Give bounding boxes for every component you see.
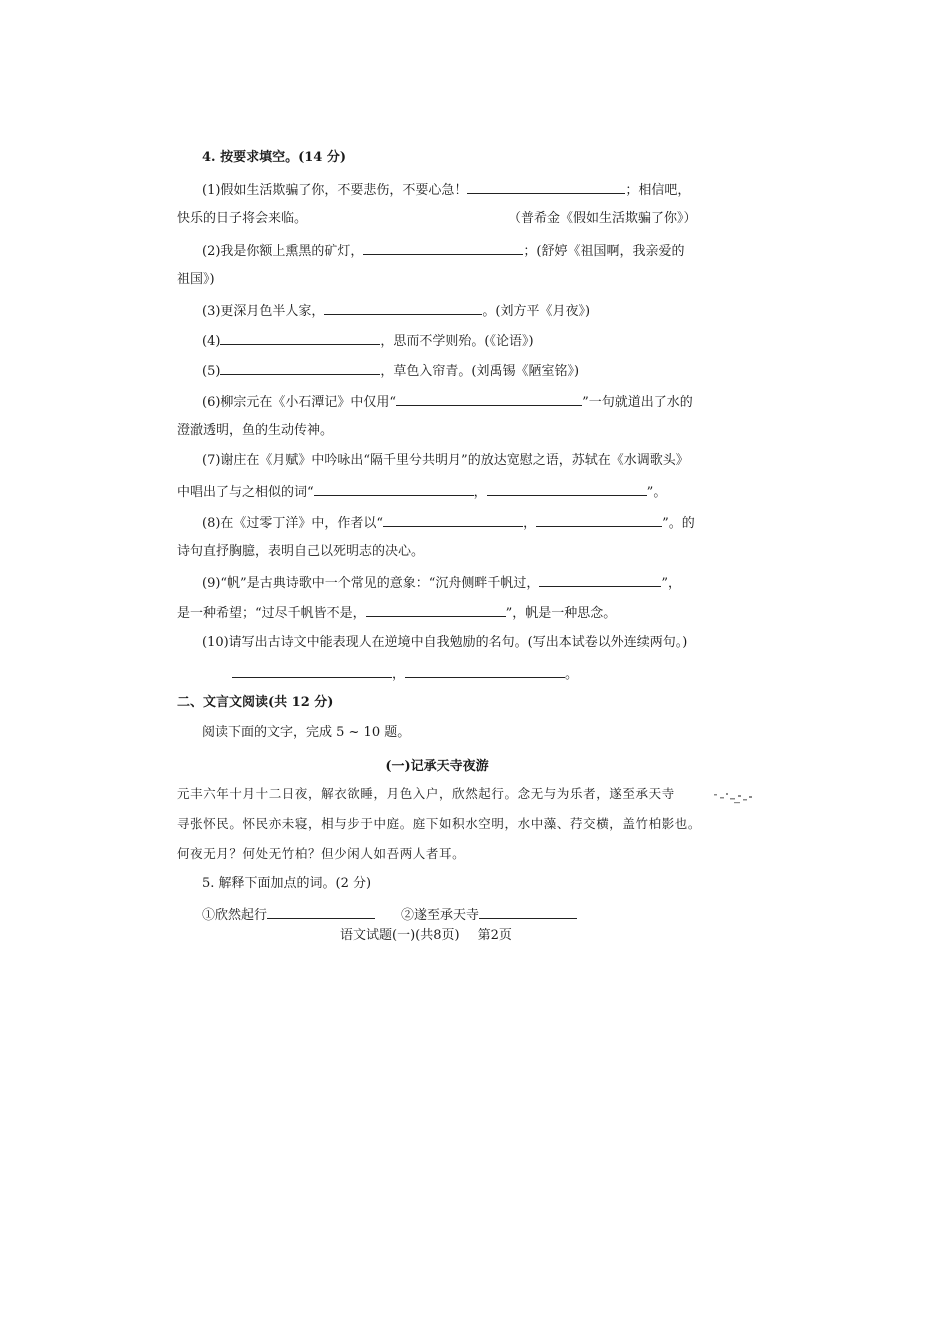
q4-item-6-text: (6)柳宗元在《小石潭记》中仅用“ [202, 395, 397, 410]
q4-item-9-cont [177, 604, 616, 622]
q4-item-9 [202, 574, 681, 592]
q4-item-9-end: ”， [661, 576, 682, 591]
q4-item-10-comma: ， [392, 667, 406, 682]
section-2-instruction: 阅读下面的文字，完成 5 ~ 10 题。 [202, 725, 411, 740]
answer-blank[interactable] [232, 665, 392, 678]
answer-blank[interactable] [396, 393, 582, 406]
q4-item-7-comma: ， [473, 485, 487, 500]
q4-item-7-text: 中唱出了与之相似的词“ [177, 485, 314, 500]
answer-blank[interactable] [536, 514, 662, 527]
page-footer [340, 928, 512, 944]
answer-blank[interactable] [267, 906, 375, 919]
q4-item-8-cont: 诗句直抒胸臆，表明自己以死明志的决心。 [177, 544, 425, 559]
passage-line-2: 寻张怀民。怀民亦未寝，相与步于中庭。庭下如积水空明，水中藻、荇交横，盖竹柏影也。 [177, 816, 702, 831]
q4-item-7-end: ”。 [646, 485, 667, 500]
answer-blank[interactable] [366, 604, 506, 617]
q4-item-1-source: （普希金《假如生活欺骗了你》） [508, 211, 697, 226]
q4-item-7: (7)谢庄在《月赋》中吟咏出“隔千里兮共明月”的放达宽慰之语，苏轼在《水调歌头》 [202, 453, 689, 468]
answer-blank[interactable] [324, 302, 482, 315]
q4-item-8-text: (8)在《过零丁洋》中，作者以“ [202, 516, 384, 531]
answer-blank[interactable] [479, 906, 577, 919]
answer-blank[interactable] [220, 362, 380, 375]
q4-item-2-text: (2)我是你额上熏黑的矿灯， [202, 244, 364, 259]
answer-blank[interactable] [405, 665, 565, 678]
answer-blank[interactable] [314, 483, 474, 496]
q4-item-6-text-b: ”一句就道出了水的 [582, 395, 693, 410]
answer-blank[interactable] [467, 181, 625, 194]
q4-item-9-end-b: ”，帆是一种思念。 [505, 606, 617, 621]
q4-item-6-cont: 澄澈透明，鱼的生动传神。 [177, 423, 334, 438]
answer-blank[interactable] [487, 483, 647, 496]
question-5-items [202, 906, 577, 924]
q4-item-3-text-b: 。(刘方平《月夜》) [482, 304, 591, 319]
q4-item-1 [202, 181, 690, 199]
q4-item-4 [202, 332, 534, 350]
q5-item-2: ②遂至承天寺 [401, 908, 480, 923]
question-5-title: 5. 解释下面加点的词。(2 分) [202, 876, 372, 891]
q4-item-10-end: 。 [565, 667, 579, 682]
q4-item-4-text: (4) [202, 334, 221, 349]
q5-item-1: ①欣然起行 [202, 908, 268, 923]
q4-item-10-answer [232, 665, 578, 683]
q4-item-8 [202, 514, 695, 532]
q4-item-3 [202, 302, 590, 320]
question-4-title: 4. 按要求填空。(14 分) [202, 150, 347, 165]
q4-item-9-text-b: 是一种希望；“过尽千帆皆不是， [177, 606, 366, 621]
q4-item-10: (10)请写出古诗文中能表现人在逆境中自我勉励的名句。(写出本试卷以外连续两句。) [202, 635, 688, 650]
q4-item-1-text-b: ；相信吧， [625, 183, 691, 198]
q4-item-5-text: (5) [202, 364, 221, 379]
passage-title: (一)记承天寺夜游 [385, 759, 489, 774]
q4-item-1-cont: 快乐的日子将会来临。 [177, 211, 308, 226]
q4-item-1-text: (1)假如生活欺骗了你，不要悲伤，不要心急！ [202, 183, 468, 198]
q4-item-9-text: (9)“帆”是古典诗歌中一个常见的意象：“沉舟侧畔千帆过， [202, 576, 540, 591]
q4-item-3-text: (3)更深月色半人家， [202, 304, 325, 319]
q4-item-8-comma: ， [523, 516, 537, 531]
q4-item-2 [202, 242, 685, 260]
q4-item-6 [202, 393, 693, 411]
q4-item-2-cont: 祖国》) [177, 272, 215, 287]
passage-line-1: 元丰六年十月十二日夜，解衣欲睡，月色入户，欣然起行。念无与为乐者，遂至承天寺 [177, 786, 675, 801]
answer-blank[interactable] [539, 574, 661, 587]
q4-item-4-text-b: ，思而不学则殆。(《论语》) [380, 334, 534, 349]
q4-item-8-end: ”。的 [662, 516, 695, 531]
section-2-heading: 二、文言文阅读(共 12 分) [177, 695, 334, 710]
q4-item-5-text-b: ，草色入帘青。(刘禹锡《陋室铭》) [380, 364, 580, 379]
footer-page-number: 第2页 [477, 928, 512, 943]
q4-item-7-cont [177, 483, 666, 501]
scan-smudge [712, 788, 758, 810]
footer-label: 语文试题(一)(共8页) [340, 928, 460, 943]
passage-line-3: 何夜无月？何处无竹柏？但少闲人如吾两人者耳。 [177, 846, 466, 861]
answer-blank[interactable] [363, 242, 523, 255]
answer-blank[interactable] [383, 514, 523, 527]
q4-item-5 [202, 362, 579, 380]
answer-blank[interactable] [220, 332, 380, 345]
q4-item-2-text-b: ；(舒婷《祖国啊，我亲爱的 [523, 244, 685, 259]
